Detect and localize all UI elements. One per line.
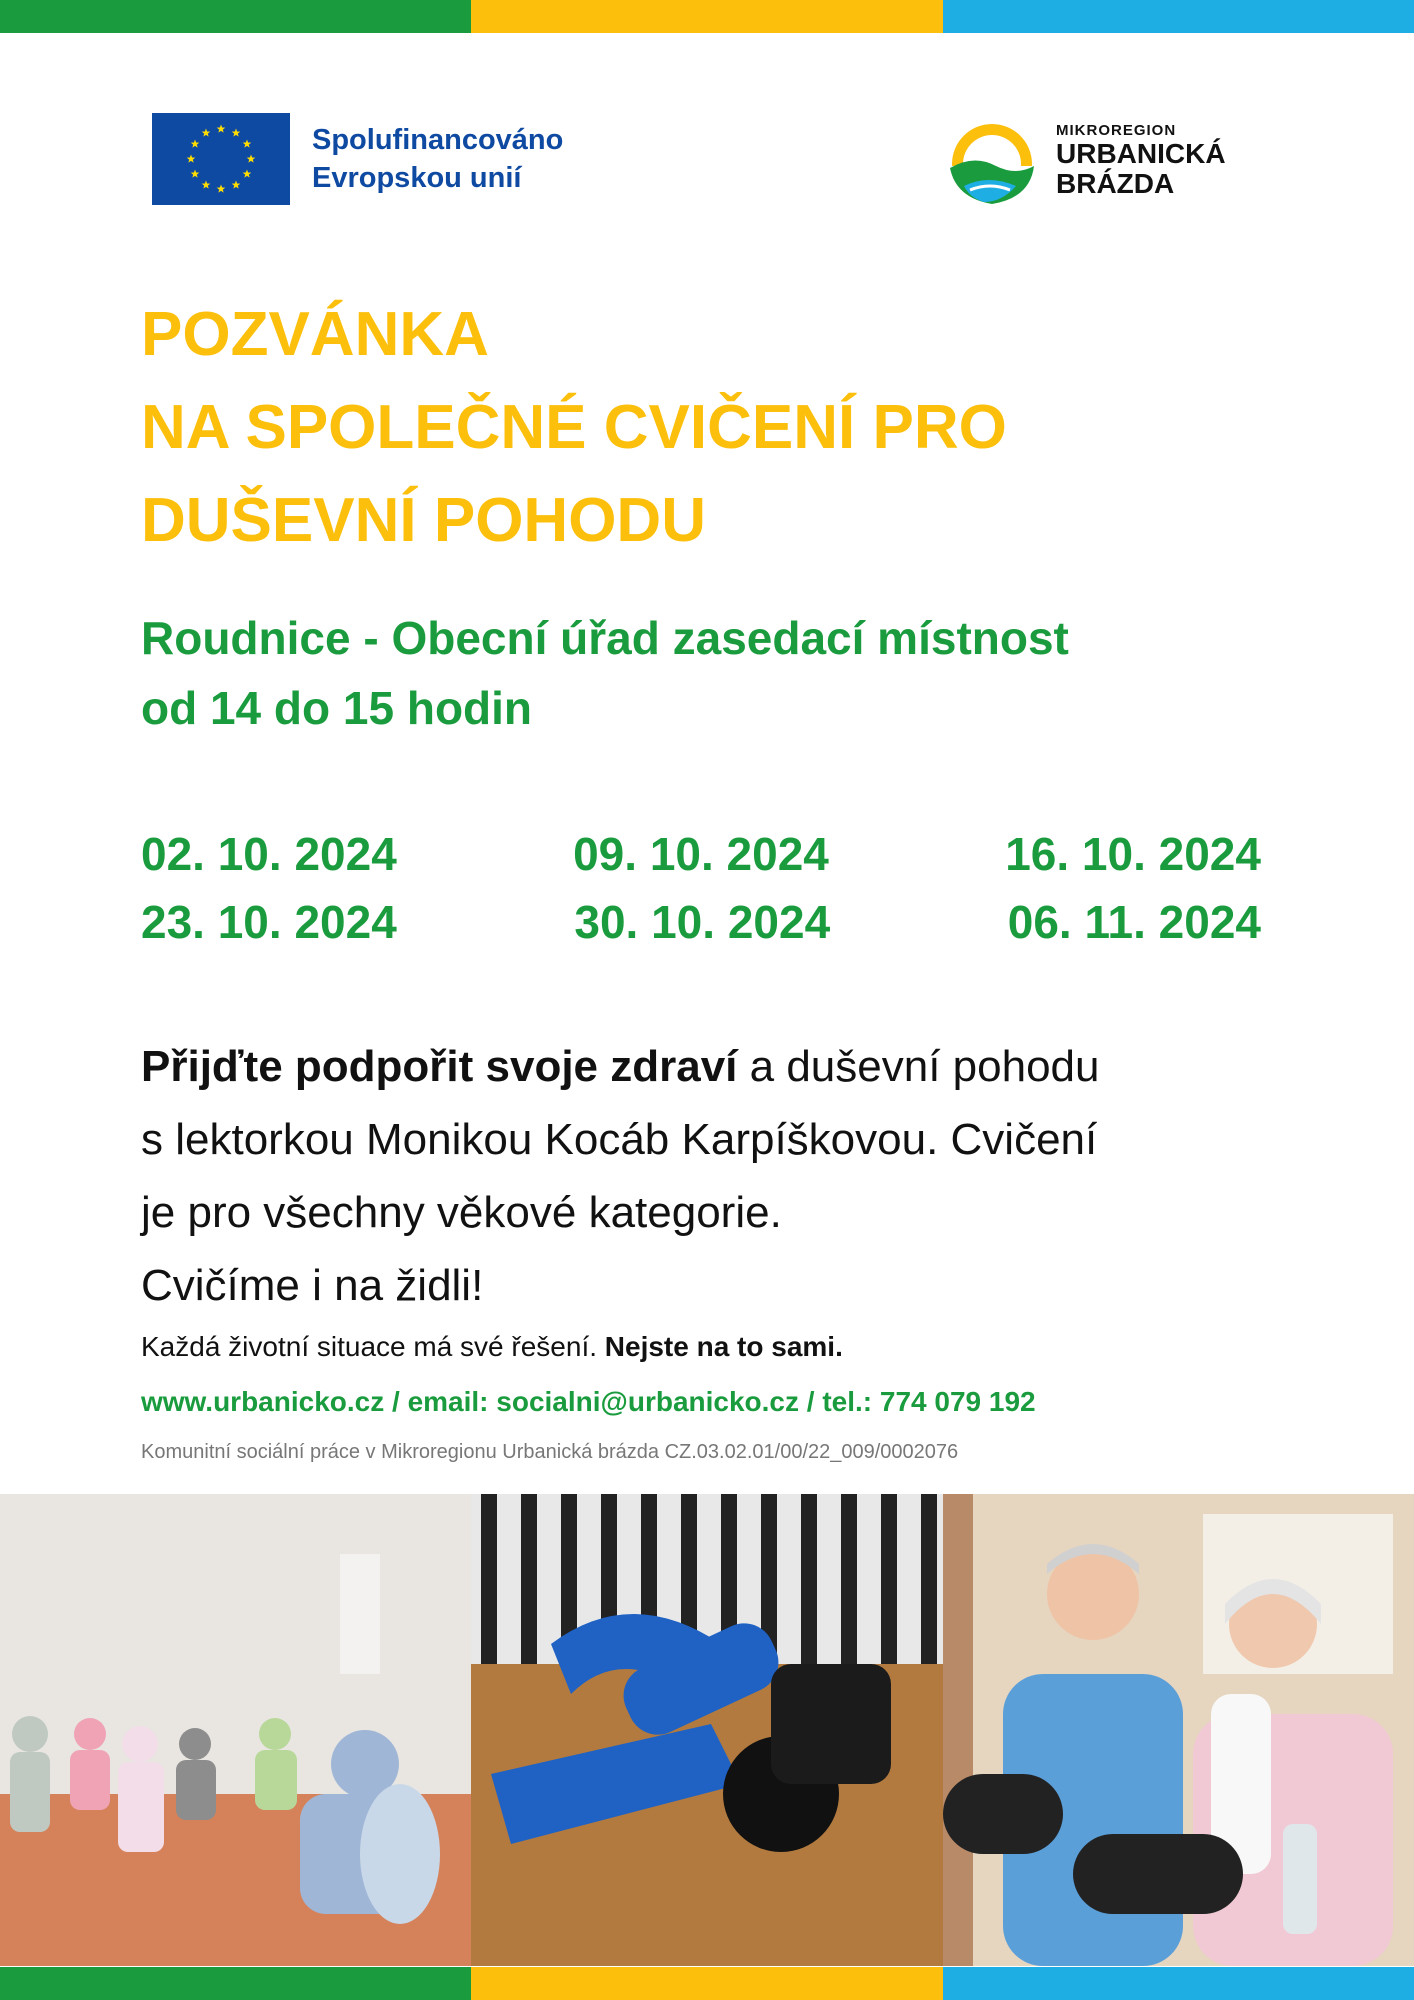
event-dates: [141, 820, 1261, 956]
eu-flag-icon: [152, 113, 290, 205]
eu-text-line2: Evropskou unií: [312, 162, 522, 194]
dates-row-2: [141, 888, 1261, 956]
event-time: od 14 do 15 hodin: [141, 682, 533, 734]
eu-cofunding-text: [312, 121, 563, 197]
mikroregion-small-label: MIKROREGION: [1056, 121, 1177, 139]
invitation-title: [141, 288, 1007, 567]
contact-line: www.urbanicko.cz / email: socialni@urbanicko.cz / tel.: 774 079 192: [141, 1386, 1036, 1417]
mikroregion-text: [1056, 122, 1226, 199]
eu-star-icon: [187, 155, 196, 163]
stripe-yellow: [471, 0, 942, 33]
eu-star-icon: [247, 155, 256, 163]
description-line1: [141, 1030, 1099, 1103]
stripe-blue: [943, 0, 1414, 33]
eu-star-icon: [191, 140, 200, 148]
eu-star-icon: [202, 129, 211, 137]
event-description: [141, 1030, 1099, 1322]
eu-star-icon: [243, 170, 252, 178]
eu-cofunding-logo: [152, 113, 563, 205]
event-date: 30. 10. 2024: [574, 896, 831, 948]
dates-row-1: [141, 820, 1261, 888]
sun-hills-icon: [944, 112, 1040, 208]
support-note-bold: Nejste na to sami.: [604, 1331, 843, 1362]
event-date: 09. 10. 2024: [573, 828, 829, 880]
title-line1: POZVÁNKA: [141, 300, 489, 369]
eu-star-icon: [217, 185, 226, 193]
mikroregion-name-line2: BRÁZDA: [1056, 167, 1175, 199]
stripe-green: [0, 0, 471, 33]
description-line3: je pro všechny věkové kategorie.: [141, 1188, 782, 1237]
photo-strip: [0, 1494, 1414, 1966]
event-date: 16. 10. 2024: [1005, 828, 1261, 880]
senior-couple-yoga-mats-photo: [943, 1494, 1414, 1966]
support-note-regular: Každá životní situace má své řešení.: [141, 1331, 605, 1362]
support-note: [141, 1331, 843, 1363]
event-place: Roudnice - Obecní úřad zasedací místnost: [141, 612, 1069, 664]
bottom-color-stripe: [0, 1967, 1414, 2000]
mikroregion-logo: [944, 112, 1226, 208]
description-bold-start: Přijďte podpořit svoje zdraví: [141, 1042, 738, 1091]
stripe-blue: [943, 1967, 1414, 2000]
eu-star-icon: [202, 180, 211, 188]
stripe-green: [0, 1967, 471, 2000]
seniors-chair-exercise-photo: [0, 1494, 471, 1966]
description-line4: Cvičíme i na židli!: [141, 1261, 484, 1310]
exercise-equipment-photo: [471, 1494, 942, 1966]
eu-star-icon: [232, 129, 241, 137]
eu-star-icon: [243, 140, 252, 148]
top-color-stripe: [0, 0, 1414, 33]
mikroregion-name-line1: URBANICKÁ: [1056, 137, 1226, 169]
project-number: Komunitní sociální práce v Mikroregionu Urbanická brázda CZ.03.02.01/00/22_009/0002076: [141, 1441, 959, 1463]
title-line3: DUŠEVNÍ POHODU: [141, 486, 706, 555]
eu-star-icon: [232, 180, 241, 188]
eu-star-icon: [217, 125, 226, 133]
description-line2: s lektorkou Monikou Kocáb Karpíškovou. Cvičení: [141, 1115, 1098, 1164]
eu-star-icon: [191, 170, 200, 178]
title-line2: NA SPOLEČNÉ CVIČENÍ PRO: [141, 393, 1007, 462]
event-date: 02. 10. 2024: [141, 828, 397, 880]
event-place-time: [141, 603, 1069, 743]
description-line1-rest: a duševní pohodu: [737, 1042, 1100, 1091]
eu-text-line1: Spolufinancováno: [312, 124, 564, 156]
event-date: 23. 10. 2024: [141, 896, 397, 948]
stripe-yellow: [471, 1967, 942, 2000]
event-date: 06. 11. 2024: [1007, 896, 1261, 948]
